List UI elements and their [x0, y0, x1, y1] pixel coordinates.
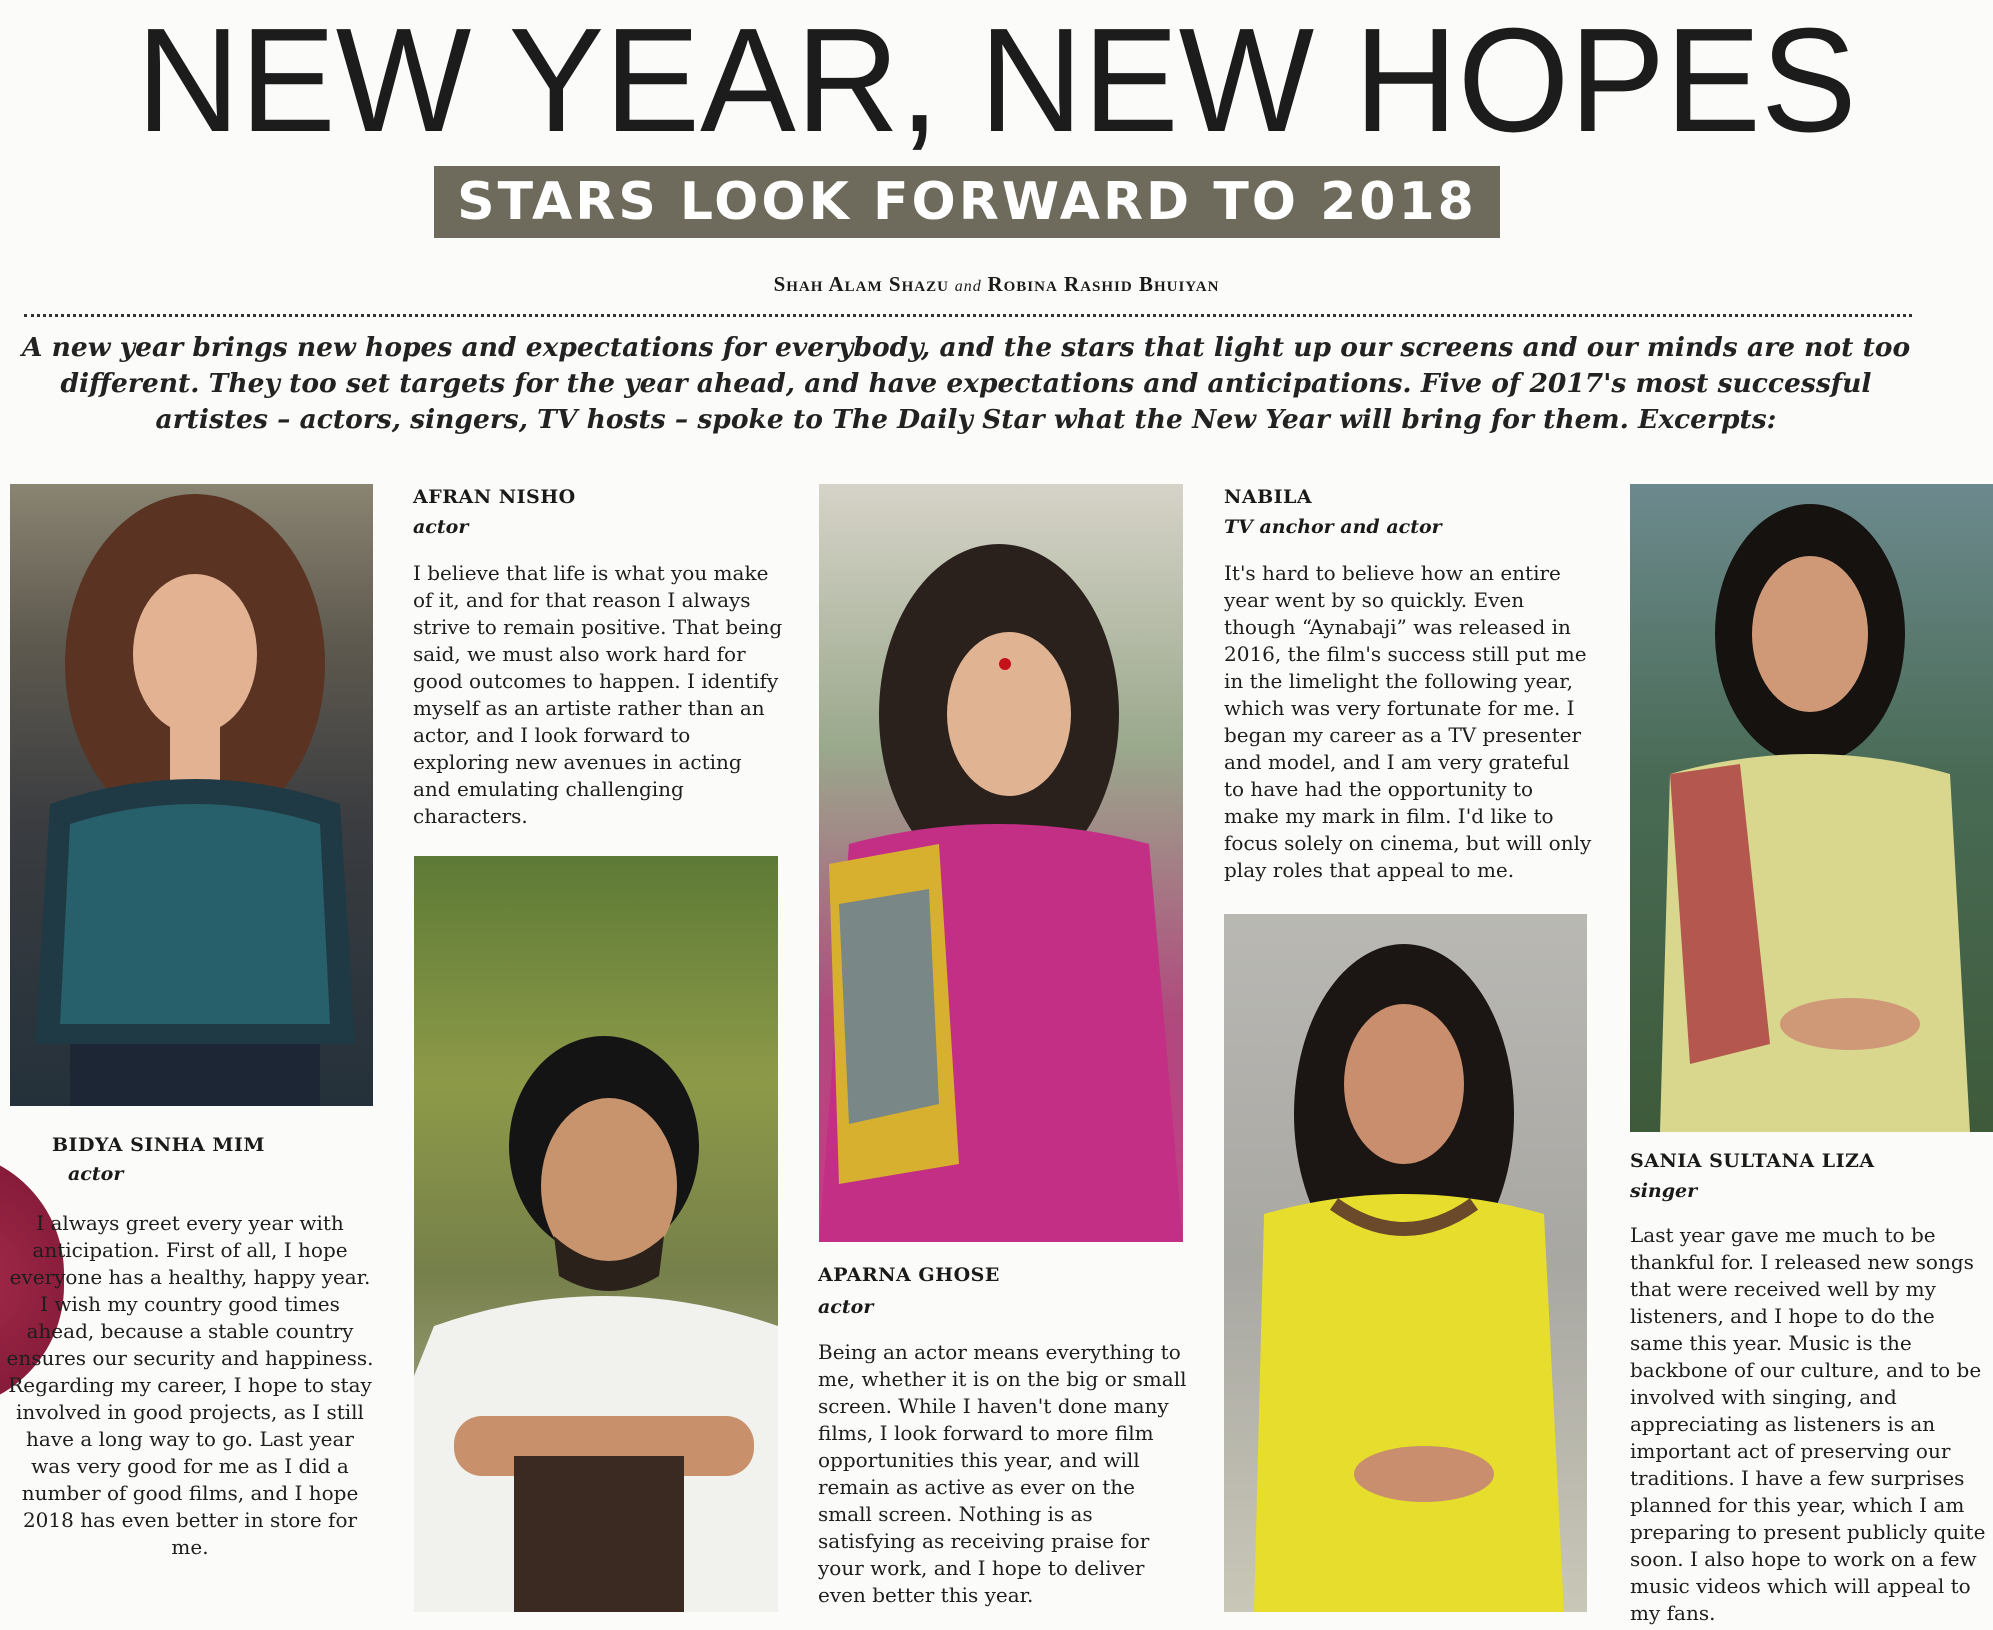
profile-role-sania: singer — [1630, 1180, 1698, 1202]
headline: NEW YEAR, NEW HOPES — [136, 0, 1857, 163]
byline-author-2: Robina Rashid Bhuiyan — [987, 272, 1220, 296]
byline — [0, 272, 1993, 297]
profile-name-sania: SANIA SULTANA LIZA — [1630, 1150, 1875, 1172]
profile-name-aparna: APARNA GHOSE — [818, 1264, 1000, 1286]
photo-aparna-ghose — [819, 484, 1183, 1242]
dotted-divider — [24, 314, 1912, 317]
profile-name-nabila: NABILA — [1224, 486, 1313, 508]
byline-author-1: Shah Alam Shazu — [773, 272, 949, 296]
profile-name-bidya: BIDYA SINHA MIM — [52, 1134, 265, 1156]
photo-afran-nisho — [414, 856, 778, 1612]
profile-quote-aparna: Being an actor means everything to me, whether it is on the big or small screen. While I haven't done many films, I look forward to more film opportunities this year, and will remain as active as ever on the small screen. Nothing is as satisfying as receiving praise for your work, and I hope to deliver even better this year. — [818, 1340, 1187, 1607]
profile-role-afran: actor — [413, 516, 469, 538]
profile-name-afran: AFRAN NISHO — [413, 486, 576, 508]
photo-nabila — [1224, 914, 1587, 1612]
profile-role-nabila: TV anchor and actor — [1224, 516, 1442, 538]
photo-sania-sultana-liza — [1630, 484, 1993, 1132]
byline-and: and — [954, 278, 982, 295]
profile-quote-sania: Last year gave me much to be thankful for. I released new songs that were received well by my listeners, and I hope to do the same this year. Music is the backbone of our culture, and to be involved with singing, and appreciating as listeners is an important act of preserving our traditions. I have a few surprises planned for this year, which I am preparing to present publicly quite soon. I also hope to work on a few music videos which will appeal to my fans. — [1630, 1223, 1986, 1625]
profile-quote-bidya: I always greet every year with anticipation. First of all, I hope everyone has a healthy, happy year. I wish my country good times ahead, because a stable country ensures our security and happiness. Regarding my career, I hope to stay involved in good projects, as I still have a long way to go. Last year was very good for me as I did a number of good films, and I hope 2018 has even better in store for me. — [6, 1211, 374, 1559]
profile-quote-nabila: It's hard to believe how an entire year went by so quickly. Even though “Aynabaji” was released in 2016, the film's success still put me in the limelight the following year, which was very fortunate for me. I began my career as a TV presenter and model, and I am very grateful to have had the opportunity to make my mark in film. I'd like to focus solely on cinema, but will only play roles that appeal to me. — [1224, 561, 1592, 882]
profile-role-aparna: actor — [818, 1296, 874, 1318]
profile-quote-afran: I believe that life is what you make of it, and for that reason I always strive to remain positive. That being said, we must also work hard for good outcomes to happen. I identify myself as an artiste rather than an actor, and I look forward to exploring new avenues in acting and emulating challenging characters. — [413, 561, 783, 828]
photo-bidya-sinha-mim — [10, 484, 373, 1106]
profile-role-bidya: actor — [68, 1163, 124, 1185]
subheadline-banner: STARS LOOK FORWARD TO 2018 — [434, 166, 1500, 238]
intro-paragraph: A new year brings new hopes and expectations for everybody, and the stars that light up our screens and our minds are not too different. They too set targets for the year ahead, and have expectations and anticipations. Five of 2017's most successful artistes – actors, singers, TV hosts – spoke to The Daily Star what the New Year will bring for them. Excerpts: — [21, 332, 1911, 435]
